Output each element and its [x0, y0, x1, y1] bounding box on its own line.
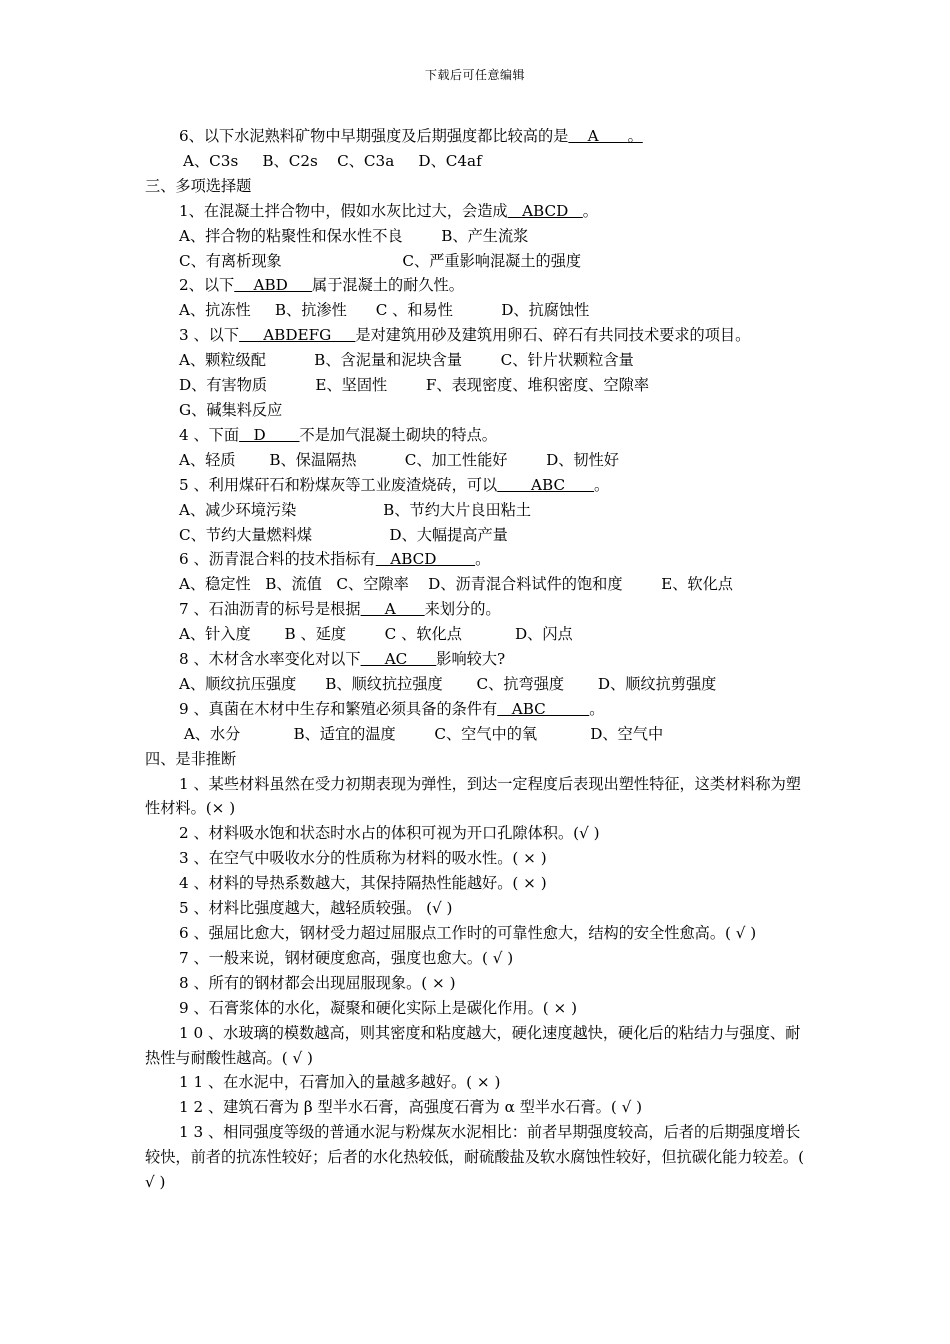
options: C、节约大量燃料煤 D、大幅提高产量 — [179, 525, 508, 544]
options: D、有害物质 E、坚固性 F、表现密度、堆积密度、空隙率 — [179, 376, 650, 395]
question-m7: 7 、石油沥青的标号是根据 A 来划分的。 — [179, 600, 501, 619]
tf-item: 7 、一般来说，钢材硬度愈高，强度也愈大。( √ ) — [179, 948, 514, 967]
tf-item: 5 、材料比强度越大，越轻质较强。 (√ ) — [179, 899, 453, 918]
options: A、抗冻性 B、抗渗性 C 、和易性 D、抗腐蚀性 — [179, 301, 590, 320]
options: A、减少环境污染 B、节约大片良田粘土 — [179, 500, 532, 519]
answer-blank: A — [568, 127, 628, 145]
tf-item: 3 、在空气中吸收水分的性质称为材料的吸水性。( × ) — [179, 849, 547, 868]
answer-blank: AC — [360, 650, 437, 669]
options: A、C3s B、C2s C、C3a D、C4af — [183, 151, 482, 170]
section-heading-4: 四、是非推断 — [145, 749, 237, 768]
question-m9: 9 、真菌在木材中生存和繁殖必须具备的条件有 ABC 。 — [179, 699, 605, 718]
answer-blank: ABD — [234, 276, 312, 295]
options: G、碱集料反应 — [179, 400, 283, 419]
tf-item: 1 0 、水玻璃的模数越高，则其密度和粘度越大，硬化速度越快，硬化后的粘结力与强度、耐热性与耐酸性越高。( √ ) — [145, 1023, 801, 1067]
options: A、稳定性 B、流值 C、空隙率 D、沥青混合料试件的饱和度 E、软化点 — [179, 575, 733, 594]
question-6: 6、以下水泥熟料矿物中早期强度及后期强度都比较高的是 A 。 — [179, 127, 643, 145]
answer-blank: A — [360, 600, 425, 619]
options: A、颗粒级配 B、含泥量和泥块含量 C、针片状颗粒含量 — [179, 351, 634, 370]
options: A、水分 B、适宜的温度 C、空气中的氧 D、空气中 — [179, 724, 664, 743]
answer-blank: ABC — [497, 699, 590, 718]
answer-blank: ABCD — [375, 550, 476, 569]
tf-item: 6 、强屈比愈大，钢材受力超过屈服点工作时的可靠性愈大，结构的安全性愈高。( √ ) — [179, 924, 757, 942]
question-m6: 6 、沥青混合料的技术指标有 ABCD 。 — [179, 550, 491, 569]
question-m2: 2、以下 ABD 属于混凝土的耐久性。 — [179, 276, 464, 295]
tf-item: 1 、某些材料虽然在受力初期表现为弹性，到达一定程度后表现出塑性特征，这类材料称为塑性材料。(× ) — [145, 774, 801, 818]
answer-blank: ABCD — [507, 201, 583, 220]
document-body — [145, 124, 805, 1195]
options: A、拌合物的粘聚性和保水性不良 B、产生流浆 — [179, 226, 529, 245]
question-m3: 3 、以下 ABDEFG 是对建筑用砂及建筑用卵石、碎石有共同技术要求的项目。 — [179, 326, 751, 345]
tf-item: 1 3 、相同强度等级的普通水泥与粉煤灰水泥相比：前者早期强度较高，后者的后期强度增长较快，前者的抗冻性较好；后者的水化热较低，耐硫酸盐及软水腐蚀性较好，但抗碳化能力较差。( √ ) — [145, 1123, 804, 1192]
section-heading-3: 三、多项选择题 — [145, 176, 252, 195]
true-false-list — [145, 772, 805, 1195]
answer-blank: D — [239, 425, 300, 444]
question-m1: 1、在混凝土拌合物中，假如水灰比过大，会造成 ABCD 。 — [179, 201, 598, 220]
options: C、有离析现象 C、严重影响混凝土的强度 — [179, 251, 582, 270]
question-m8: 8 、木材含水率变化对以下 AC 影响较大? — [179, 650, 506, 669]
tf-item: 1 1 、在水泥中，石膏加入的量越多越好。( × ) — [179, 1073, 501, 1092]
question-m4: 4 、下面 D 不是加气混凝土砌块的特点。 — [179, 425, 497, 444]
tf-item: 2 、材料吸水饱和状态时水占的体积可视为开口孔隙体积。(√ ) — [179, 824, 600, 843]
options: A、针入度 B 、延度 C 、软化点 D、闪点 — [179, 625, 573, 644]
tf-item: 8 、所有的钢材都会出现屈服现象。( × ) — [179, 973, 456, 992]
answer-blank: ABDEFG — [239, 326, 356, 345]
tf-item: 4 、材料的导热系数越大，其保持隔热性能越好。( × ) — [179, 874, 547, 893]
answer-blank: ABC — [497, 475, 595, 494]
tf-item: 1 2 、建筑石膏为 β 型半水石膏，高强度石膏为 α 型半水石膏。( √ ) — [179, 1098, 643, 1117]
options: A、顺纹抗压强度 B、顺纹抗拉强度 C、抗弯强度 D、顺纹抗剪强度 — [179, 674, 717, 693]
page-header: 下载后可任意编辑 — [424, 68, 525, 82]
options: A、轻质 B、保温隔热 C、加工性能好 D、韧性好 — [179, 450, 619, 469]
tf-item: 9 、石膏浆体的水化，凝聚和硬化实际上是碳化作用。( × ) — [179, 998, 578, 1017]
question-m5: 5 、利用煤矸石和粉煤灰等工业废渣烧砖，可以 ABC 。 — [179, 475, 610, 494]
